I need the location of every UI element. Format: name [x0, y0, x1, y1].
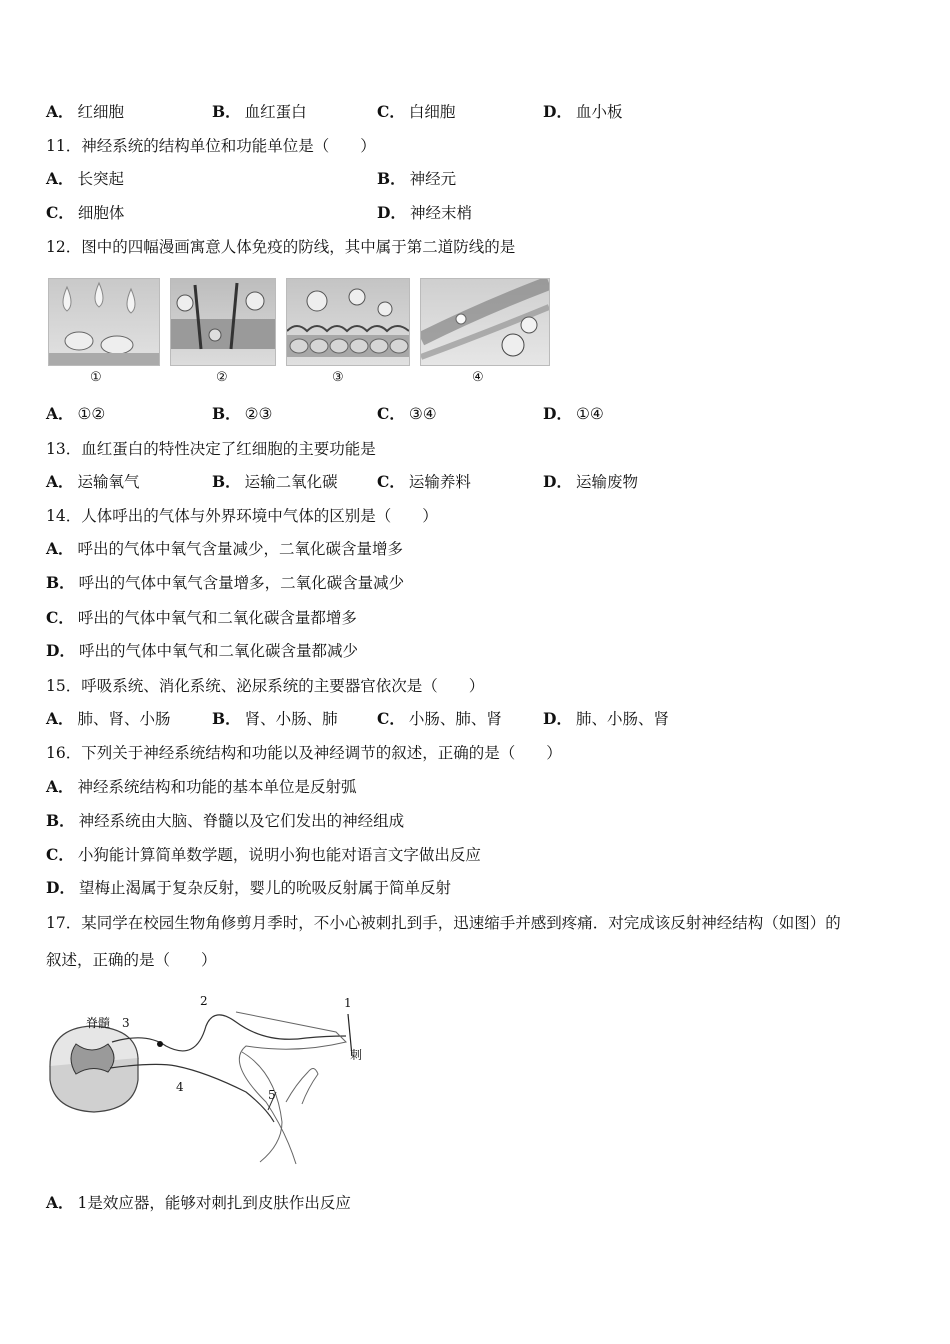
q13-option-a: A． 运输氧气: [46, 472, 140, 491]
q14-option-b: B． 呼出的气体中氧气含量增多，二氧化碳含量减少: [46, 573, 405, 592]
q16-option-a: A． 神经系统结构和功能的基本单位是反射弧: [46, 777, 357, 796]
q12-option-a: A． ①②: [46, 404, 106, 423]
q14-option-d: D． 呼出的气体中氧气和二氧化碳含量都减少: [46, 641, 358, 660]
label-1: 1: [344, 996, 352, 1010]
q10-option-c: C． 白细胞: [377, 102, 456, 121]
q11-option-c: C． 细胞体: [46, 203, 125, 222]
immune-defense-cartoons: [46, 278, 551, 390]
caption-3: ③: [332, 370, 344, 385]
caption-4: ④: [472, 370, 484, 385]
cartoon-panel-1: [48, 278, 160, 366]
q14-option-c: C． 呼出的气体中氧气和二氧化碳含量都增多: [46, 608, 357, 627]
caption-2: ②: [216, 370, 228, 385]
q10-option-d: D． 血小板: [543, 102, 623, 121]
q17-stem-line2: 叙述，正确的是（ ）: [46, 951, 217, 969]
q12-option-c: C． ③④: [377, 404, 437, 423]
q15-option-c: C． 小肠、肺、肾: [377, 709, 502, 728]
q16-option-c: C． 小狗能计算简单数学题，说明小狗也能对语言文字做出反应: [46, 845, 481, 864]
q11-option-b: B． 神经元: [377, 169, 457, 188]
q11-option-d: D． 神经末梢: [377, 203, 472, 222]
reflex-arc-diagram: [46, 992, 366, 1168]
q12-option-b: B． ②③: [212, 404, 273, 423]
q13-option-c: C． 运输养料: [377, 472, 471, 491]
q12-stem: 12．图中的四幅漫画寓意人体免疫的防线，其中属于第二道防线的是: [46, 238, 516, 256]
q15-stem: 15．呼吸系统、消化系统、泌尿系统的主要器官依次是（ ）: [46, 677, 485, 695]
q15-option-a: A． 肺、肾、小肠: [46, 709, 171, 728]
label-3: 3: [122, 1016, 130, 1030]
q11-option-a: A． 长突起: [46, 169, 125, 188]
q16-option-b: B． 神经系统由大脑、脊髓以及它们发出的神经组成: [46, 811, 405, 830]
q10-option-a: A． 红细胞: [46, 102, 125, 121]
cartoon-panel-4: [420, 278, 550, 366]
label-4: 4: [176, 1080, 184, 1094]
q13-option-b: B． 运输二氧化碳: [212, 472, 338, 491]
q14-stem: 14．人体呼出的气体与外界环境中气体的区别是（ ）: [46, 507, 438, 525]
q13-stem: 13．血红蛋白的特性决定了红细胞的主要功能是: [46, 440, 376, 458]
label-5: 5: [268, 1088, 276, 1102]
q14-option-a: A． 呼出的气体中氧气含量减少，二氧化碳含量增多: [46, 539, 404, 558]
caption-1: ①: [90, 370, 102, 385]
cartoon-panel-2: [170, 278, 276, 366]
q16-option-d: D． 望梅止渴属于复杂反射，婴儿的吮吸反射属于简单反射: [46, 878, 451, 897]
q15-option-d: D． 肺、小肠、肾: [543, 709, 669, 728]
q17-option-a: A． 1是效应器，能够对刺扎到皮肤作出反应: [46, 1193, 351, 1212]
q12-option-d: D． ①④: [543, 404, 604, 423]
q10-option-b: B． 血红蛋白: [212, 102, 307, 121]
cartoon-panel-3: [286, 278, 410, 366]
label-thorn: 刺: [350, 1048, 363, 1062]
label-2: 2: [200, 994, 208, 1008]
q11-stem: 11．神经系统的结构单位和功能单位是（ ）: [46, 137, 376, 155]
q17-stem-line1: 17．某同学在校园生物角修剪月季时，不小心被刺扎到手，迅速缩手并感到疼痛．对完成该反射神经结构（如图）的: [46, 914, 841, 932]
label-spinal-cord: 脊髓: [86, 1016, 111, 1030]
q16-stem: 16．下列关于神经系统结构和功能以及神经调节的叙述，正确的是（ ）: [46, 744, 562, 762]
q13-option-d: D． 运输废物: [543, 472, 638, 491]
q15-option-b: B． 肾、小肠、肺: [212, 709, 338, 728]
